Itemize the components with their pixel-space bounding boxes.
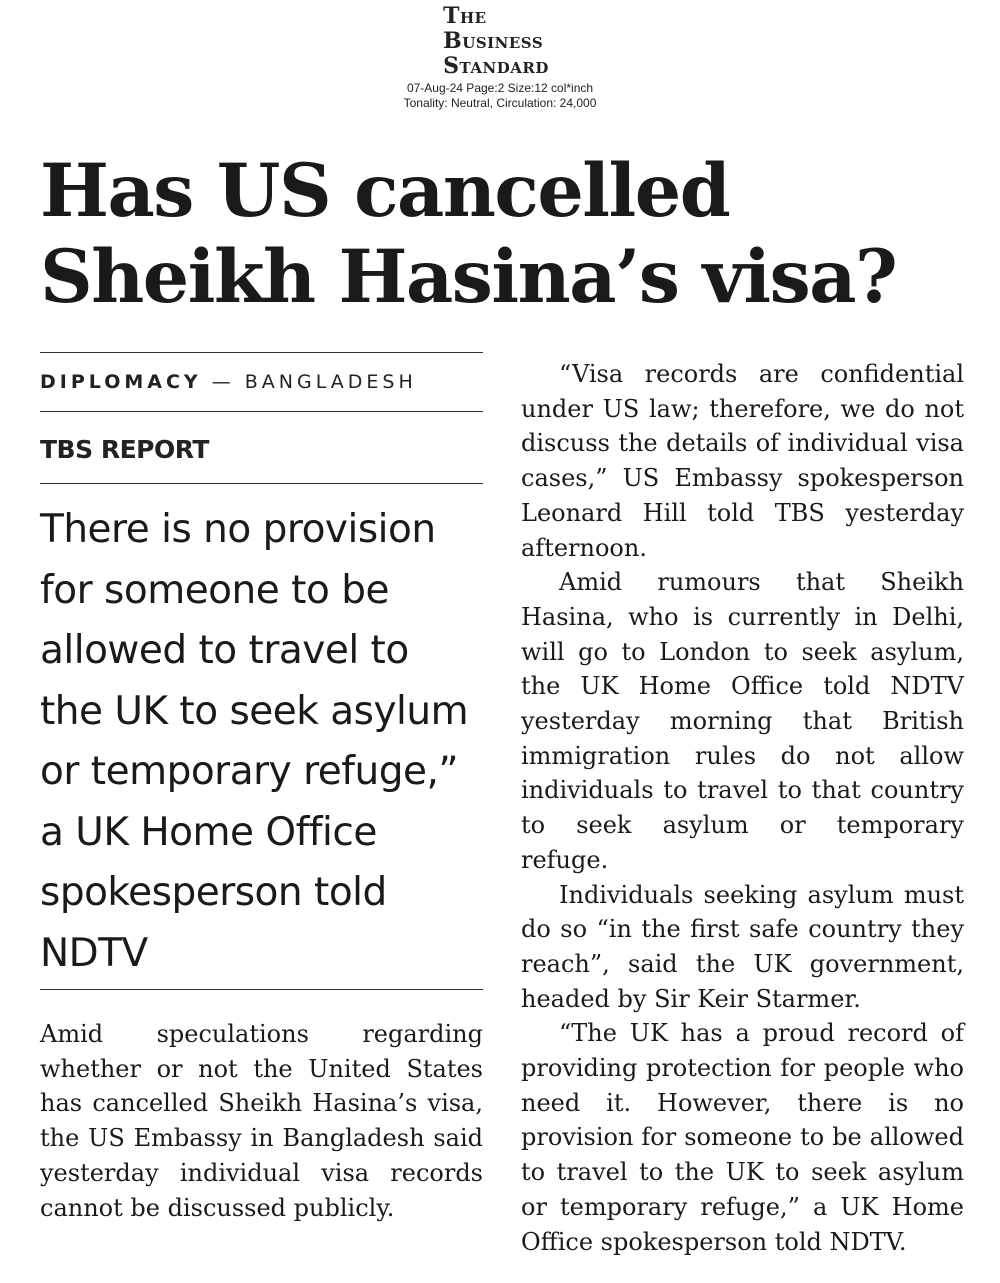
body-paragraph: Amid speculations regarding whether or not the United States has cancelled Sheikh Hasina’s visa, the US Embassy in Bangladesh said yesterday individual visa records cannot be discussed publicly. <box>40 1020 483 1222</box>
body-paragraph: Individuals seeking asylum must do so “in the first safe country they reach”, said the UK government, headed by Sir Keir Starmer. <box>521 880 964 1013</box>
divider <box>40 483 483 484</box>
body-column-1 <box>40 1017 483 1225</box>
divider <box>40 989 483 990</box>
headline-line-1: Has US cancelled <box>40 148 730 234</box>
publication-logo <box>443 4 549 79</box>
byline: TBS REPORT <box>40 435 209 464</box>
divider <box>40 411 483 412</box>
clipping-meta-line-1: 07-Aug-24 Page:2 Size:12 col*inch <box>406 81 594 95</box>
headline-line-2: Sheikh Hasina’s visa? <box>40 234 897 320</box>
kicker-section: DIPLOMACY <box>40 371 202 393</box>
kicker-dash: — <box>211 371 235 393</box>
body-paragraph: Amid rumours that Sheikh Hasina, who is currently in Delhi, will go to London to seek asylum, the UK Home Office told NDTV yesterday morning that British immigration rules do not allow individuals to travel to that country to seek asylum or temporary refuge. <box>521 568 964 874</box>
body-paragraph: “The UK has a proud record of providing protection for people who need it. However, there is no provision for someone to be allowed to travel to the UK to seek asylum or temporary refuge,” a UK Home Office spokesperson told NDTV. <box>521 1019 964 1256</box>
pull-quote: There is no provision for someone to be allowed to travel to the UK to seek asylum or temporary refuge,” a UK Home Office spokesperson told NDTV <box>40 507 469 976</box>
logo-line-1: The <box>443 3 487 29</box>
body-paragraph: “Visa records are confidential under US law; therefore, we do not discuss the details of individual visa cases,” US Embassy spokesperson Leonard Hill told TBS yesterday afternoon. <box>521 360 964 562</box>
logo-line-3: Standard <box>443 53 549 79</box>
section-kicker <box>40 371 417 393</box>
masthead <box>0 4 1000 111</box>
divider <box>40 352 483 353</box>
kicker-subsection: BANGLADESH <box>244 371 417 393</box>
logo-line-2: Business <box>443 28 544 54</box>
headline <box>40 148 980 320</box>
body-column-2 <box>521 357 964 1259</box>
clipping-meta-line-2: Tonality: Neutral, Circulation: 24,000 <box>403 96 597 110</box>
